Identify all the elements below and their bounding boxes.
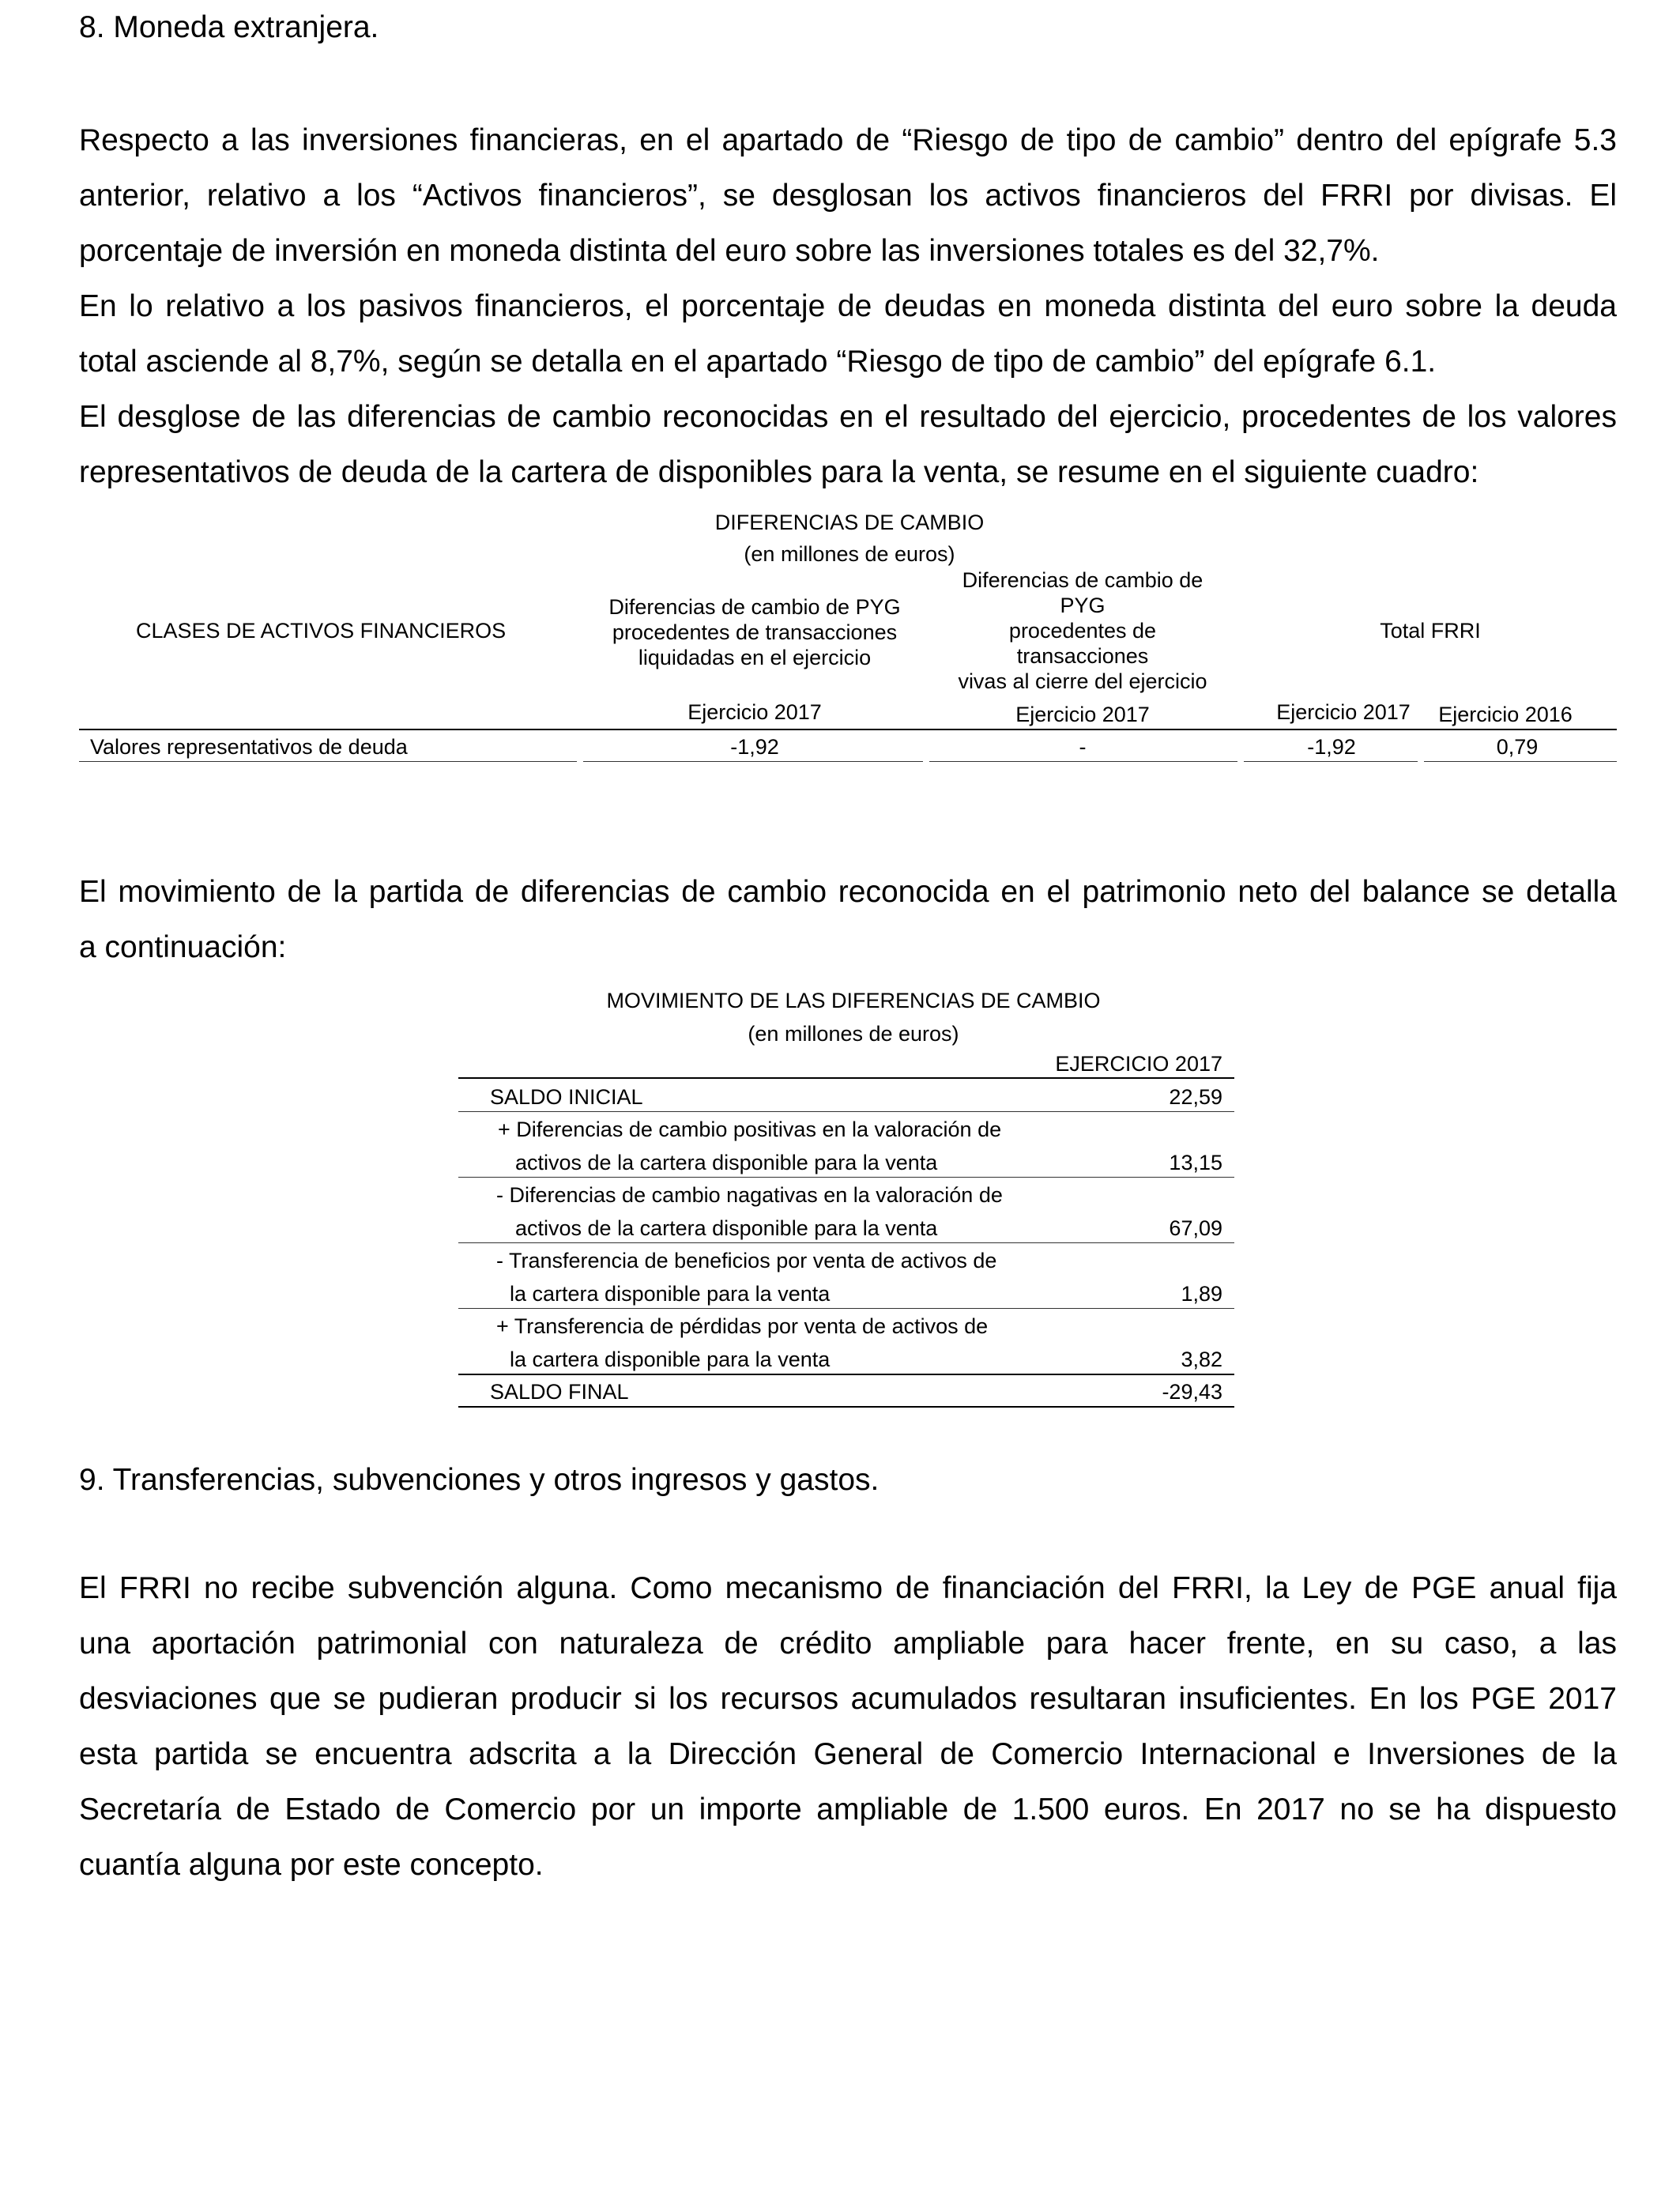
cell-value: 0,79 [1496,735,1539,759]
table-rule [79,761,577,762]
table-rule [1424,761,1617,762]
paragraph-transfers [79,1561,1617,1893]
column-header-settled [577,594,932,670]
text-line: Respecto a las inversiones financieras, en el apartado de “Riesgo de tipo de cambio” dentro del epígrafe 5.3 [79,123,1617,157]
table-rule [458,1242,1234,1243]
table-subtitle: (en millones de euros) [744,542,955,566]
movement-row-line: la cartera disponible para la venta [510,1282,831,1306]
header-line: liquidadas en el ejercicio [638,646,872,669]
table-rule [458,1406,1234,1408]
cell-value: - [1079,735,1087,759]
text-line: esta partida se encuentra adscrita a la Dirección General de Comercio Internacional e Inversiones de la [79,1737,1617,1771]
text-line: representativos de deuda de la cartera de disponibles para la venta, se resume en el siguiente cuadro: [79,455,1479,489]
header-line: Diferencias de cambio de [962,568,1203,592]
opening-balance-label: SALDO INICIAL [490,1085,643,1109]
year-header: Ejercicio 2017 [687,700,822,724]
text-line: total asciende al 8,7%, según se detalla en el apartado “Riesgo de tipo de cambio” del epígrafe 6.1. [79,345,1437,379]
table-rule [458,1374,1234,1375]
header-line: PYG [1060,594,1106,617]
opening-balance-value: 22,59 [1169,1085,1222,1109]
text-line: Secretaría de Estado de Comercio por un importe ampliable de 1.500 euros. En 2017 no se ha dispuesto [79,1793,1617,1826]
column-header-total: Total FRRI [1380,619,1481,643]
header-line: vivas al cierre del ejercicio [958,669,1207,693]
table-rule [79,729,1617,730]
text-line: El FRRI no recibe subvención alguna. Como mecanismo de financiación del FRRI, la Ley de PGE anual fija [79,1571,1617,1605]
movement-row-value: 13,15 [1169,1151,1222,1174]
text-line: En lo relativo a los pasivos financieros, el porcentaje de deudas en moneda distinta del euro sobre la deuda [79,289,1617,323]
text-line: desviaciones que se pudieran producir si los recursos acumulados resultaran insuficientes. En los PGE 2017 [79,1682,1617,1716]
header-line: Diferencias de cambio de PYG [608,595,901,619]
paragraph-investments [79,113,1617,500]
table-rule [458,1077,1234,1079]
movement-row-line: la cartera disponible para la venta [510,1348,831,1371]
cell-value: -1,92 [1307,735,1356,759]
header-line: transacciones [1016,644,1149,668]
movement-row-line: + Diferencias de cambio positivas en la valoración de [498,1118,1002,1141]
text-line: El desglose de las diferencias de cambio reconocidas en el resultado del ejercicio, procedentes de los valores [79,400,1617,434]
cell-value: -1,92 [730,735,779,759]
table-rule [583,761,923,762]
movement-row-line: - Diferencias de cambio nagativas en la valoración de [496,1183,1003,1207]
table-rule [458,1177,1234,1178]
closing-balance-value: -29,43 [1162,1380,1222,1404]
table-title: DIFERENCIAS DE CAMBIO [714,511,985,534]
text-line: una aportación patrimonial con naturaleza de crédito ampliable para hacer frente, en su caso, a las [79,1627,1617,1661]
movement-row-line: activos de la cartera disponible para la venta [515,1216,938,1240]
row-label: Valores representativos de deuda [90,735,408,759]
table-rule [458,1111,1234,1112]
table-rule [1244,761,1418,762]
column-header-asset-class: CLASES DE ACTIVOS FINANCIEROS [136,619,507,643]
movement-row-line: + Transferencia de pérdidas por venta de activos de [496,1314,989,1338]
movement-row-value: 67,09 [1169,1216,1222,1240]
text-line: porcentaje de inversión en moneda distinta del euro sobre las inversiones totales es del 32,7%. [79,234,1380,268]
text-line: cuantía alguna por este concepto. [79,1848,544,1882]
year-header: Ejercicio 2016 [1438,703,1573,726]
movement-row-line: activos de la cartera disponible para la venta [515,1151,938,1174]
text-line: a continuación: [79,930,287,964]
column-header-year: EJERCICIO 2017 [1055,1052,1222,1076]
section-8-title: 8. Moneda extranjera. [79,10,379,44]
movement-row-line: - Transferencia de beneficios por venta de activos de [496,1249,997,1272]
table-rule [929,761,1237,762]
movement-row-value: 3,82 [1181,1348,1222,1371]
section-9-title: 9. Transferencias, subvenciones y otros ingresos y gastos. [79,1463,880,1497]
column-header-open [929,567,1237,694]
year-header: Ejercicio 2017 [1276,700,1411,724]
table-subtitle: (en millones de euros) [748,1022,959,1046]
movement-row-value: 1,89 [1181,1282,1222,1306]
closing-balance-label: SALDO FINAL [490,1380,629,1404]
paragraph-equity-movement [79,865,1617,975]
table-title: MOVIMIENTO DE LAS DIFERENCIAS DE CAMBIO [606,989,1101,1012]
header-line: procedentes de transacciones [612,620,898,644]
year-header: Ejercicio 2017 [1015,703,1150,726]
text-line: anterior, relativo a los “Activos financieros”, se desglosan los activos financieros del FRRI por divisas. El [79,179,1617,213]
text-line: El movimiento de la partida de diferencias de cambio reconocida en el patrimonio neto del balance se detalla [79,875,1617,909]
header-line: procedentes de [1008,619,1157,643]
table-rule [458,1308,1234,1309]
